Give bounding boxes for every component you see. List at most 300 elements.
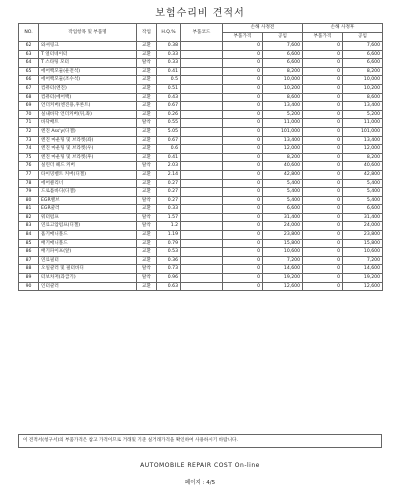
row-after-labor: 6,600: [343, 59, 383, 68]
row-item-name: EGR밸브: [39, 196, 137, 205]
row-after-part-price: 0: [303, 222, 343, 231]
row-hq: 0.33: [157, 59, 181, 68]
row-work: 교환: [137, 188, 157, 197]
header-after-labor: 공임: [343, 33, 383, 42]
row-hq: 0.73: [157, 265, 181, 274]
row-part-price: 0: [223, 119, 263, 128]
row-after-part-price: 0: [303, 239, 343, 248]
row-work: 교환: [137, 170, 157, 179]
row-part-price: 0: [223, 162, 263, 171]
row-no: 73: [19, 136, 39, 145]
header-part-price: 부품가격: [223, 33, 263, 42]
row-code: [181, 162, 223, 171]
row-after-part-price: 0: [303, 248, 343, 257]
row-after-labor: 24,000: [343, 222, 383, 231]
row-labor: 5,400: [263, 196, 303, 205]
table-row: [19, 110, 383, 119]
row-part-price: 0: [223, 213, 263, 222]
row-work: 교환: [137, 110, 157, 119]
row-labor: 6,600: [263, 50, 303, 59]
row-no: 80: [19, 196, 39, 205]
row-code: [181, 188, 223, 197]
header-hq: H.Q.%: [157, 24, 181, 42]
row-part-price: 0: [223, 282, 263, 291]
row-item-name: 실내바닥 언더커버(뒤,좌): [39, 110, 137, 119]
row-after-part-price: 0: [303, 162, 343, 171]
row-part-price: 0: [223, 102, 263, 111]
row-code: [181, 119, 223, 128]
header-labor: 공임: [263, 33, 303, 42]
row-after-labor: 31,400: [343, 213, 383, 222]
header-no: NO.: [19, 24, 39, 42]
row-item-name: T 스타팅 모터: [39, 59, 137, 68]
row-after-labor: 8,600: [343, 93, 383, 102]
row-after-part-price: 0: [303, 153, 343, 162]
row-part-price: 0: [223, 145, 263, 154]
row-work: 교환: [137, 84, 157, 93]
row-item-name: 오일쿨러 및 필터바디: [39, 265, 137, 274]
row-item-name: 에어백모듈(조수석): [39, 76, 137, 85]
row-no: 89: [19, 274, 39, 283]
row-labor: 40,600: [263, 162, 303, 171]
row-work: 탈착: [137, 265, 157, 274]
row-work: 탈착: [137, 162, 157, 171]
row-code: [181, 265, 223, 274]
row-after-labor: 7,200: [343, 256, 383, 265]
row-hq: 0.79: [157, 239, 181, 248]
row-after-labor: 23,800: [343, 231, 383, 240]
row-after-part-price: 0: [303, 282, 343, 291]
row-work: 교환: [137, 127, 157, 136]
row-part-price: 0: [223, 127, 263, 136]
row-after-labor: 5,400: [343, 179, 383, 188]
row-code: [181, 59, 223, 68]
row-part-price: 0: [223, 205, 263, 214]
row-work: 교환: [137, 42, 157, 51]
row-hq: 0.27: [157, 188, 181, 197]
row-no: 88: [19, 265, 39, 274]
row-item-name: 인터쿨러: [39, 282, 137, 291]
table-row: [19, 256, 383, 265]
row-labor: 14,600: [263, 265, 303, 274]
row-part-price: 0: [223, 222, 263, 231]
table-row: [19, 93, 383, 102]
row-code: [181, 222, 223, 231]
row-code: [181, 136, 223, 145]
row-after-part-price: 0: [303, 42, 343, 51]
row-hq: 1.2: [157, 222, 181, 231]
row-after-labor: 6,600: [343, 50, 383, 59]
row-labor: 31,400: [263, 213, 303, 222]
row-after-part-price: 0: [303, 274, 343, 283]
row-no: 85: [19, 239, 39, 248]
row-no: 63: [19, 50, 39, 59]
row-item-name: 컴퓨터(에어백): [39, 93, 137, 102]
row-after-labor: 5,400: [343, 188, 383, 197]
row-hq: 2.03: [157, 162, 181, 171]
row-item-name: 연료필터: [39, 256, 137, 265]
row-no: 64: [19, 59, 39, 68]
row-part-price: 0: [223, 170, 263, 179]
row-work: 탈착: [137, 274, 157, 283]
row-labor: 10,000: [263, 76, 303, 85]
row-no: 67: [19, 84, 39, 93]
row-after-part-price: 0: [303, 127, 343, 136]
row-no: 71: [19, 119, 39, 128]
row-after-part-price: 0: [303, 50, 343, 59]
table-row: [19, 188, 383, 197]
table-row: [19, 179, 383, 188]
row-after-labor: 10,000: [343, 76, 383, 85]
row-hq: 0.55: [157, 119, 181, 128]
row-no: 76: [19, 162, 39, 171]
row-after-part-price: 0: [303, 179, 343, 188]
row-after-labor: 12,000: [343, 145, 383, 154]
row-work: 교환: [137, 50, 157, 59]
row-after-labor: 14,600: [343, 265, 383, 274]
table-row: [19, 222, 383, 231]
row-after-labor: 5,200: [343, 110, 383, 119]
row-after-labor: 19,200: [343, 274, 383, 283]
row-labor: 15,800: [263, 239, 303, 248]
row-item-name: 연료고압펌프(디젤): [39, 222, 137, 231]
row-hq: 0.96: [157, 274, 181, 283]
row-no: 78: [19, 179, 39, 188]
row-part-price: 0: [223, 67, 263, 76]
table-row: [19, 76, 383, 85]
row-code: [181, 76, 223, 85]
row-part-price: 0: [223, 265, 263, 274]
row-part-price: 0: [223, 239, 263, 248]
row-item-name: 바닥배트: [39, 119, 137, 128]
row-after-part-price: 0: [303, 110, 343, 119]
row-no: 72: [19, 127, 39, 136]
row-hq: 0.33: [157, 50, 181, 59]
row-hq: 0.33: [157, 205, 181, 214]
row-item-name: 와셔링크: [39, 42, 137, 51]
row-no: 68: [19, 93, 39, 102]
row-code: [181, 145, 223, 154]
row-labor: 13,400: [263, 102, 303, 111]
row-labor: 42,800: [263, 170, 303, 179]
row-labor: 7,600: [263, 42, 303, 51]
row-after-part-price: 0: [303, 145, 343, 154]
row-code: [181, 93, 223, 102]
row-after-part-price: 0: [303, 231, 343, 240]
row-code: [181, 170, 223, 179]
table-row: [19, 145, 383, 154]
row-part-price: 0: [223, 231, 263, 240]
row-part-price: 0: [223, 93, 263, 102]
row-item-name: T 얼터네이터: [39, 50, 137, 59]
row-item-name: 엔진 Ass'y(디젤): [39, 127, 137, 136]
row-after-part-price: 0: [303, 205, 343, 214]
row-work: 교환: [137, 76, 157, 85]
row-no: 65: [19, 67, 39, 76]
table-row: [19, 153, 383, 162]
row-labor: 13,400: [263, 136, 303, 145]
row-code: [181, 213, 223, 222]
row-code: [181, 256, 223, 265]
header-before-group: 손해 사정전: [223, 24, 303, 33]
row-hq: 5.05: [157, 127, 181, 136]
row-part-price: 0: [223, 179, 263, 188]
row-work: 교환: [137, 179, 157, 188]
row-code: [181, 205, 223, 214]
row-part-price: 0: [223, 153, 263, 162]
row-work: 교환: [137, 282, 157, 291]
row-item-name: 에어클리너: [39, 179, 137, 188]
table-body: [19, 42, 383, 291]
row-no: 84: [19, 231, 39, 240]
row-part-price: 0: [223, 50, 263, 59]
row-hq: 0.51: [157, 84, 181, 93]
row-no: 74: [19, 145, 39, 154]
row-labor: 11,000: [263, 119, 303, 128]
row-work: 교환: [137, 93, 157, 102]
table-row: [19, 84, 383, 93]
row-hq: 0.43: [157, 93, 181, 102]
table-row: [19, 136, 383, 145]
row-work: 교환: [137, 67, 157, 76]
row-work: 교환: [137, 248, 157, 257]
row-after-part-price: 0: [303, 84, 343, 93]
row-labor: 12,600: [263, 282, 303, 291]
row-labor: 7,200: [263, 256, 303, 265]
table-row: [19, 50, 383, 59]
row-after-part-price: 0: [303, 136, 343, 145]
table-row: [19, 239, 383, 248]
row-no: 81: [19, 205, 39, 214]
row-hq: 0.27: [157, 179, 181, 188]
table-row: [19, 265, 383, 274]
table-row: [19, 170, 383, 179]
row-part-price: 0: [223, 42, 263, 51]
table-row: [19, 162, 383, 171]
row-labor: 24,000: [263, 222, 303, 231]
row-hq: 0.27: [157, 196, 181, 205]
row-work: 탈착: [137, 119, 157, 128]
row-no: 82: [19, 213, 39, 222]
row-after-labor: 11,000: [343, 119, 383, 128]
row-item-name: 엔진 마운팅 및 브라켓(우): [39, 145, 137, 154]
row-labor: 5,400: [263, 179, 303, 188]
header-after-group: 손해 사정후: [303, 24, 383, 33]
row-work: 교환: [137, 205, 157, 214]
row-item-name: 터보차저(과급기): [39, 274, 137, 283]
row-after-labor: 5,400: [343, 196, 383, 205]
table-row: [19, 248, 383, 257]
row-after-labor: 7,600: [343, 42, 383, 51]
row-item-name: 엔진 마운팅 및 브라켓(후): [39, 153, 137, 162]
page-number: 페이지 : 4/5: [184, 480, 216, 486]
table-row: [19, 282, 383, 291]
row-after-labor: 6,600: [343, 205, 383, 214]
row-hq: 1.19: [157, 231, 181, 240]
row-item-name: 워터펌프: [39, 213, 137, 222]
row-after-part-price: 0: [303, 93, 343, 102]
table-row: [19, 231, 383, 240]
estimate-table: [18, 23, 383, 291]
row-item-name: 컴퓨터(엔진): [39, 84, 137, 93]
row-hq: 1.57: [157, 213, 181, 222]
row-labor: 6,600: [263, 59, 303, 68]
row-after-part-price: 0: [303, 170, 343, 179]
row-part-price: 0: [223, 59, 263, 68]
row-code: [181, 153, 223, 162]
row-work: 교환: [137, 145, 157, 154]
table-row: [19, 59, 383, 68]
row-labor: 12,000: [263, 145, 303, 154]
row-no: 86: [19, 248, 39, 257]
table-row: [19, 274, 383, 283]
row-item-name: 언더커버(엔진용,후론트): [39, 102, 137, 111]
row-part-price: 0: [223, 84, 263, 93]
row-item-name: 배기파이프(앞): [39, 248, 137, 257]
header-code: 부품코드: [181, 24, 223, 42]
row-hq: 0.38: [157, 42, 181, 51]
row-no: 69: [19, 102, 39, 111]
row-no: 70: [19, 110, 39, 119]
row-after-labor: 10,600: [343, 248, 383, 257]
table-row: [19, 102, 383, 111]
row-labor: 101,000: [263, 127, 303, 136]
row-after-part-price: 0: [303, 76, 343, 85]
row-labor: 19,200: [263, 274, 303, 283]
row-code: [181, 67, 223, 76]
table-row: [19, 127, 383, 136]
row-labor: 8,600: [263, 93, 303, 102]
row-code: [181, 42, 223, 51]
row-after-part-price: 0: [303, 213, 343, 222]
row-after-part-price: 0: [303, 265, 343, 274]
row-item-name: 드로틀바디(디젤): [39, 188, 137, 197]
row-part-price: 0: [223, 256, 263, 265]
row-work: 교환: [137, 153, 157, 162]
row-labor: 10,600: [263, 248, 303, 257]
header-work: 작업: [137, 24, 157, 42]
row-no: 79: [19, 188, 39, 197]
row-hq: 0.63: [157, 282, 181, 291]
row-hq: 0.41: [157, 153, 181, 162]
row-code: [181, 50, 223, 59]
row-code: [181, 248, 223, 257]
row-hq: 0.6: [157, 145, 181, 154]
row-labor: 8,200: [263, 67, 303, 76]
row-labor: 6,600: [263, 205, 303, 214]
row-work: 탈착: [137, 213, 157, 222]
header-item: 작업항목 및 부품명: [39, 24, 137, 42]
row-after-part-price: 0: [303, 67, 343, 76]
row-code: [181, 179, 223, 188]
row-after-labor: 13,400: [343, 102, 383, 111]
row-after-labor: 42,800: [343, 170, 383, 179]
row-part-price: 0: [223, 110, 263, 119]
row-after-labor: 13,400: [343, 136, 383, 145]
row-item-name: 흡기매니폴드: [39, 231, 137, 240]
row-after-labor: 40,600: [343, 162, 383, 171]
row-hq: 0.53: [157, 248, 181, 257]
row-no: 90: [19, 282, 39, 291]
row-labor: 10,200: [263, 84, 303, 93]
row-after-part-price: 0: [303, 119, 343, 128]
row-part-price: 0: [223, 136, 263, 145]
row-no: 75: [19, 153, 39, 162]
row-part-price: 0: [223, 274, 263, 283]
row-after-labor: 8,200: [343, 67, 383, 76]
row-item-name: 실린더 헤드 커버: [39, 162, 137, 171]
row-no: 77: [19, 170, 39, 179]
header-after-part-price: 부품가격: [303, 33, 343, 42]
row-after-part-price: 0: [303, 256, 343, 265]
row-labor: 5,400: [263, 188, 303, 197]
row-item-name: 배기매니폴드: [39, 239, 137, 248]
row-work: 교환: [137, 231, 157, 240]
row-hq: 0.36: [157, 256, 181, 265]
row-after-labor: 12,600: [343, 282, 383, 291]
row-code: [181, 110, 223, 119]
row-labor: 23,800: [263, 231, 303, 240]
row-work: 교환: [137, 239, 157, 248]
row-no: 83: [19, 222, 39, 231]
row-work: 교환: [137, 256, 157, 265]
row-after-part-price: 0: [303, 102, 343, 111]
row-no: 62: [19, 42, 39, 51]
row-item-name: 에어백모듈(운전석): [39, 67, 137, 76]
row-hq: 0.26: [157, 110, 181, 119]
row-no: 66: [19, 76, 39, 85]
row-part-price: 0: [223, 188, 263, 197]
row-after-labor: 10,200: [343, 84, 383, 93]
row-work: 교환: [137, 136, 157, 145]
row-code: [181, 274, 223, 283]
footer-brand: AUTOMOBILE REPAIR COST On-line: [140, 462, 260, 469]
table-row: [19, 205, 383, 214]
row-code: [181, 239, 223, 248]
row-part-price: 0: [223, 248, 263, 257]
row-item-name: 엔진 마운팅 및 브라켓(좌): [39, 136, 137, 145]
row-code: [181, 84, 223, 93]
row-no: 87: [19, 256, 39, 265]
row-work: 탈착: [137, 196, 157, 205]
table-row: [19, 42, 383, 51]
row-work: 탈착: [137, 222, 157, 231]
disclaimer-note: 이 견적서(청구서)의 부품가격은 참고 가격이므로 거래및 기준 실거래가격을 확인하여 사용하시기 바랍니다.: [18, 434, 382, 448]
row-labor: 5,200: [263, 110, 303, 119]
row-hq: 0.41: [157, 67, 181, 76]
row-hq: 2.14: [157, 170, 181, 179]
row-work: 교환: [137, 102, 157, 111]
row-work: 탈착: [137, 59, 157, 68]
document-title: 보험수리비 견적서: [155, 8, 245, 19]
row-hq: 0.67: [157, 102, 181, 111]
row-part-price: 0: [223, 196, 263, 205]
row-item-name: 타이밍벨트 커버(디젤): [39, 170, 137, 179]
row-after-labor: 15,800: [343, 239, 383, 248]
table-row: [19, 196, 383, 205]
row-hq: 0.67: [157, 136, 181, 145]
row-after-part-price: 0: [303, 59, 343, 68]
row-part-price: 0: [223, 76, 263, 85]
table-row: [19, 119, 383, 128]
row-code: [181, 282, 223, 291]
table-row: [19, 67, 383, 76]
row-hq: 0.5: [157, 76, 181, 85]
row-code: [181, 231, 223, 240]
row-labor: 8,200: [263, 153, 303, 162]
row-item-name: EGR쿨러: [39, 205, 137, 214]
row-code: [181, 102, 223, 111]
